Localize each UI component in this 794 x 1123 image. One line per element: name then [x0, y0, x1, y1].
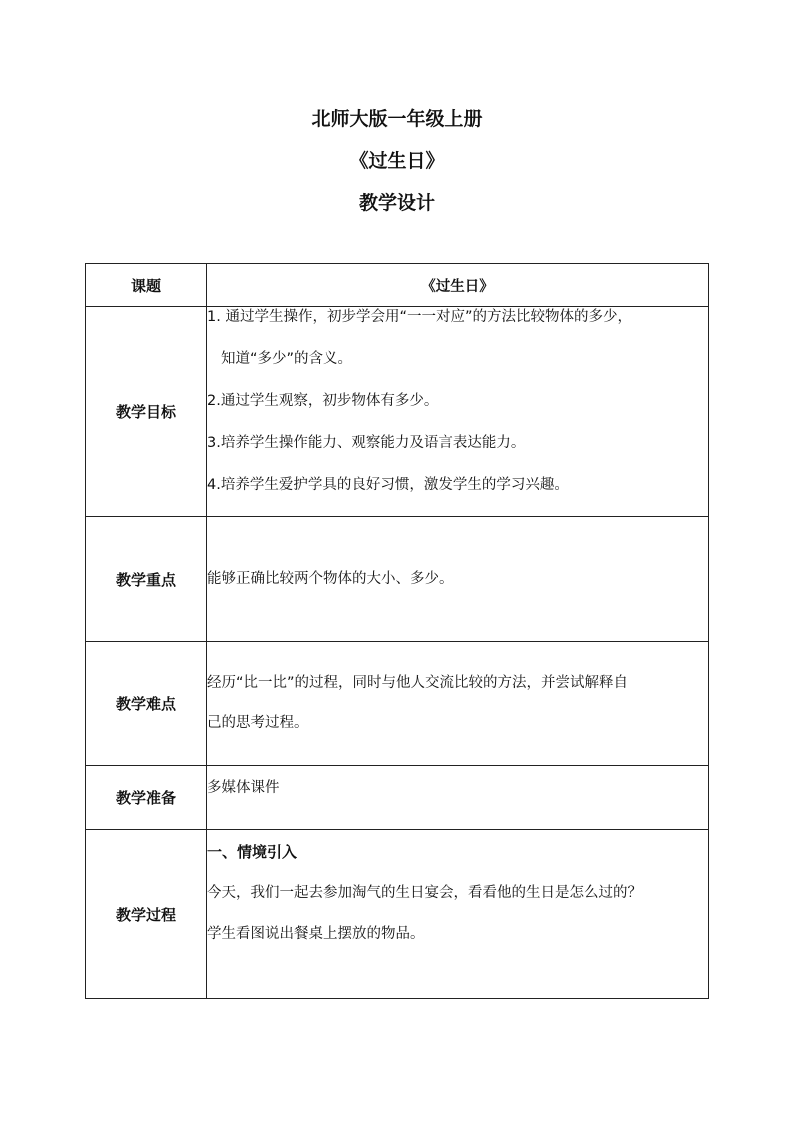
- key-points-text: 能够正确比较两个物体的大小、多少。: [207, 570, 454, 587]
- difficulties-label: 教学难点: [86, 642, 207, 766]
- objective-item: 1. 通过学生操作，初步学会用“一一对应”的方法比较物体的多少，: [207, 309, 632, 325]
- process-section-title: 一、情境引入: [207, 843, 298, 861]
- table-row: [86, 830, 709, 999]
- table-row: [86, 642, 709, 766]
- topic-value: 《过生日》: [207, 264, 709, 307]
- preparation-content: [207, 766, 709, 830]
- difficulties-content: [207, 642, 709, 766]
- table-row: [86, 307, 709, 517]
- document-title: 北师大版一年级上册: [311, 108, 483, 130]
- process-line: 学生看图说出餐桌上摆放的物品。: [207, 926, 425, 942]
- table-row: [86, 264, 709, 307]
- document-subtitle: 教学设计: [358, 192, 435, 214]
- topic-label: 课题: [86, 264, 207, 307]
- process-label: 教学过程: [86, 830, 207, 999]
- objective-item: 4.培养学生爱护学具的良好习惯，激发学生的学习兴趣。: [207, 477, 569, 493]
- preparation-label: 教学准备: [86, 766, 207, 830]
- difficulties-line: 己的思考过程。: [207, 715, 309, 731]
- preparation-text: 多媒体课件: [207, 780, 280, 796]
- lesson-title: 《过生日》: [349, 150, 445, 172]
- objective-item: 3.培养学生操作能力、观察能力及语言表达能力。: [207, 435, 526, 451]
- key-points-label: 教学重点: [86, 517, 207, 642]
- key-points-content: [207, 517, 709, 642]
- objectives-label: 教学目标: [86, 307, 207, 517]
- process-content: [207, 830, 709, 999]
- lesson-plan-table: [85, 263, 709, 999]
- objective-item: 知道“多少”的含义。: [221, 351, 353, 367]
- process-line: 今天，我们一起去参加淘气的生日宴会，看看他的生日是怎么过的？: [207, 885, 642, 901]
- difficulties-line: 经历“比一比”的过程，同时与他人交流比较的方法，并尝试解释自: [207, 675, 629, 691]
- objectives-content: [207, 307, 709, 517]
- table-row: [86, 766, 709, 830]
- objective-item: 2.通过学生观察，初步物体有多少。: [207, 393, 439, 409]
- table-row: [86, 517, 709, 642]
